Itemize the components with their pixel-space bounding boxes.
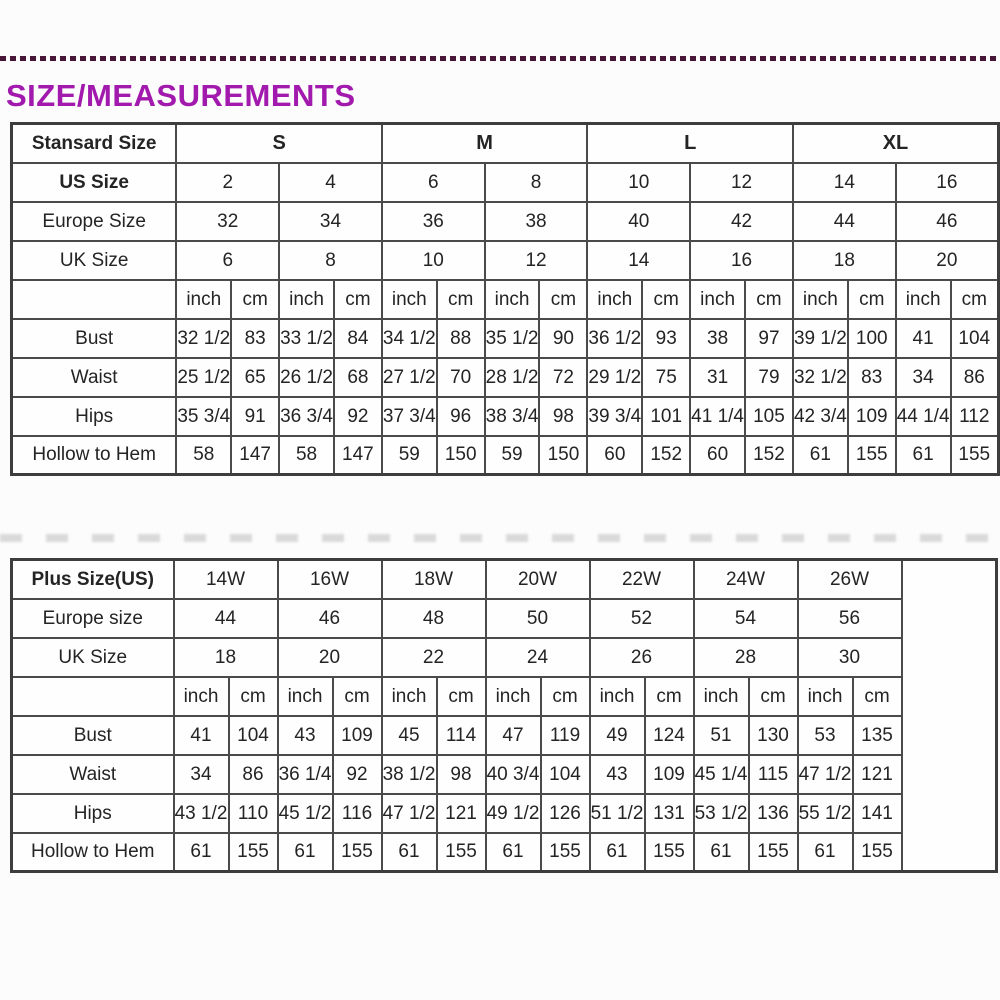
cell: 35 1/2	[485, 319, 540, 358]
cell: 51	[694, 716, 749, 755]
cell: 90	[539, 319, 587, 358]
table1-row-europe-size	[12, 202, 999, 241]
cell: 72	[539, 358, 587, 397]
cell: 44	[174, 599, 278, 638]
row-label: US Size	[12, 163, 177, 202]
cell: cm	[333, 677, 382, 716]
cell: 61	[896, 436, 951, 475]
cell: 61	[798, 833, 853, 872]
cell: 130	[749, 716, 798, 755]
cell: 31	[690, 358, 745, 397]
cell: 43	[278, 716, 333, 755]
cell: inch	[382, 280, 437, 319]
cell: 38	[690, 319, 745, 358]
cell: inch	[896, 280, 951, 319]
cell: 61	[174, 833, 229, 872]
cell: 16W	[278, 560, 382, 599]
row-label: UK Size	[12, 241, 177, 280]
cell: cm	[853, 677, 902, 716]
cell: 41 1/4	[690, 397, 745, 436]
cell: 42	[690, 202, 793, 241]
cell: 152	[745, 436, 793, 475]
cell: 32 1/2	[793, 358, 848, 397]
cell: 104	[541, 755, 590, 794]
cell: 70	[437, 358, 485, 397]
cell: 28	[694, 638, 798, 677]
cell: inch	[587, 280, 642, 319]
cell: 43 1/2	[174, 794, 229, 833]
cell: 49 1/2	[486, 794, 541, 833]
table1-row-standard-size	[12, 124, 999, 163]
cell: 36	[382, 202, 485, 241]
cell: 60	[690, 436, 745, 475]
table2-row-plus-size-us	[12, 560, 997, 599]
cell: 86	[951, 358, 999, 397]
cell: 83	[231, 319, 279, 358]
cell: 54	[694, 599, 798, 638]
cell: 59	[382, 436, 437, 475]
cell: cm	[645, 677, 694, 716]
cell: 38 1/2	[382, 755, 437, 794]
cell: 100	[848, 319, 896, 358]
cell: 26	[590, 638, 694, 677]
cell: 37 3/4	[382, 397, 437, 436]
cell: 30	[798, 638, 902, 677]
cell: inch	[278, 677, 333, 716]
cell: 61	[382, 833, 437, 872]
cell: 88	[437, 319, 485, 358]
row-label: Bust	[12, 716, 174, 755]
cell: cm	[437, 677, 486, 716]
table2-row-bust	[12, 716, 997, 755]
cell: 155	[951, 436, 999, 475]
cell: 34 1/2	[382, 319, 437, 358]
cell: 38	[485, 202, 588, 241]
table2-row-europe-size	[12, 599, 997, 638]
cell: 155	[848, 436, 896, 475]
cell: 45 1/4	[694, 755, 749, 794]
cell: 58	[279, 436, 334, 475]
row-label: Hollow to Hem	[12, 436, 177, 475]
cell: cm	[231, 280, 279, 319]
cell: cm	[541, 677, 590, 716]
cell: inch	[176, 280, 231, 319]
cell: 92	[333, 755, 382, 794]
standard-size-table	[10, 122, 1000, 476]
table2-row-uk-size	[12, 638, 997, 677]
cell: 45 1/2	[278, 794, 333, 833]
cell: 112	[951, 397, 999, 436]
cell: 104	[951, 319, 999, 358]
cell: 83	[848, 358, 896, 397]
cell: 6	[382, 163, 485, 202]
cell: 41	[174, 716, 229, 755]
cell: 105	[745, 397, 793, 436]
cell: inch	[485, 280, 540, 319]
row-label: Hips	[12, 794, 174, 833]
cell: 92	[334, 397, 382, 436]
cell: 20	[278, 638, 382, 677]
table2-row-units	[12, 677, 997, 716]
cell: cm	[745, 280, 793, 319]
cell: 44	[793, 202, 896, 241]
cell: L	[587, 124, 793, 163]
cell: cm	[437, 280, 485, 319]
cell: 86	[229, 755, 278, 794]
cell: 36 1/2	[587, 319, 642, 358]
cell: 61	[793, 436, 848, 475]
cell: 18W	[382, 560, 486, 599]
row-label: Plus Size(US)	[12, 560, 174, 599]
cell: 20W	[486, 560, 590, 599]
cell: inch	[798, 677, 853, 716]
cell: 47 1/2	[382, 794, 437, 833]
cell: 47	[486, 716, 541, 755]
cell: 26 1/2	[279, 358, 334, 397]
cell: 150	[539, 436, 587, 475]
cell: 12	[485, 241, 588, 280]
cell: S	[176, 124, 382, 163]
cell: 91	[231, 397, 279, 436]
cell: 126	[541, 794, 590, 833]
cell: 136	[749, 794, 798, 833]
row-label: Europe size	[12, 599, 174, 638]
cell: 79	[745, 358, 793, 397]
cell: 48	[382, 599, 486, 638]
cell: 121	[853, 755, 902, 794]
cell: 43	[590, 755, 645, 794]
cell: cm	[334, 280, 382, 319]
cell: 25 1/2	[176, 358, 231, 397]
cell: cm	[642, 280, 690, 319]
cell: 114	[437, 716, 486, 755]
cell: 8	[485, 163, 588, 202]
cell: 34	[896, 358, 951, 397]
cell: 97	[745, 319, 793, 358]
cell: 155	[853, 833, 902, 872]
cell: 8	[279, 241, 382, 280]
cell: 60	[587, 436, 642, 475]
cell: 32 1/2	[176, 319, 231, 358]
cell: 155	[229, 833, 278, 872]
cell: inch	[590, 677, 645, 716]
cell: 45	[382, 716, 437, 755]
cell: 147	[231, 436, 279, 475]
cell: 110	[229, 794, 278, 833]
cell: 50	[486, 599, 590, 638]
cell: 6	[176, 241, 279, 280]
cell: 124	[645, 716, 694, 755]
cell: 20	[896, 241, 999, 280]
cell: 53 1/2	[694, 794, 749, 833]
cell: 10	[382, 241, 485, 280]
cell: 34	[279, 202, 382, 241]
table1-row-bust	[12, 319, 999, 358]
cell: inch	[279, 280, 334, 319]
cell: 121	[437, 794, 486, 833]
cell: 61	[694, 833, 749, 872]
cell: 155	[333, 833, 382, 872]
cell: 14	[793, 163, 896, 202]
cell: 96	[437, 397, 485, 436]
cell: cm	[749, 677, 798, 716]
cell: 41	[896, 319, 951, 358]
table1-row-hips	[12, 397, 999, 436]
cell: 35 3/4	[176, 397, 231, 436]
row-label: Stansard Size	[12, 124, 177, 163]
row-label: UK Size	[12, 638, 174, 677]
table1-row-uk-size	[12, 241, 999, 280]
cell: 104	[229, 716, 278, 755]
cell: 52	[590, 599, 694, 638]
cell: 4	[279, 163, 382, 202]
cell: cm	[951, 280, 999, 319]
cell: 155	[437, 833, 486, 872]
cell: 55 1/2	[798, 794, 853, 833]
cell: 2	[176, 163, 279, 202]
cell: 40 3/4	[486, 755, 541, 794]
cell: inch	[793, 280, 848, 319]
cell: 147	[334, 436, 382, 475]
cell: inch	[382, 677, 437, 716]
cell: 42 3/4	[793, 397, 848, 436]
cell: 61	[590, 833, 645, 872]
cell: 135	[853, 716, 902, 755]
cell: 58	[176, 436, 231, 475]
cell: 14	[587, 241, 690, 280]
cell: inch	[694, 677, 749, 716]
cell: 18	[793, 241, 896, 280]
cell: 28 1/2	[485, 358, 540, 397]
cell: 27 1/2	[382, 358, 437, 397]
cell: 14W	[174, 560, 278, 599]
cell: 29 1/2	[587, 358, 642, 397]
cell: 155	[749, 833, 798, 872]
cell: 33 1/2	[279, 319, 334, 358]
cell: 152	[642, 436, 690, 475]
table1-row-waist	[12, 358, 999, 397]
cell: 36 1/4	[278, 755, 333, 794]
table1-row-units	[12, 280, 999, 319]
cell: 39 3/4	[587, 397, 642, 436]
cell: inch	[174, 677, 229, 716]
empty-column	[902, 560, 997, 872]
cell: 10	[587, 163, 690, 202]
row-label: Europe Size	[12, 202, 177, 241]
cell: cm	[539, 280, 587, 319]
cell: 98	[539, 397, 587, 436]
cell: 26W	[798, 560, 902, 599]
cell: 36 3/4	[279, 397, 334, 436]
cell: 59	[485, 436, 540, 475]
cell: 115	[749, 755, 798, 794]
page-title: SIZE/MEASUREMENTS	[6, 78, 356, 113]
cell: 53	[798, 716, 853, 755]
cell: 119	[541, 716, 590, 755]
table1-row-us-size	[12, 163, 999, 202]
cell: 16	[896, 163, 999, 202]
ghost-artifact-line	[0, 534, 1000, 542]
cell: 61	[278, 833, 333, 872]
cell: 56	[798, 599, 902, 638]
cell: 155	[645, 833, 694, 872]
plus-size-table	[10, 558, 998, 873]
cell: 39 1/2	[793, 319, 848, 358]
cell: 150	[437, 436, 485, 475]
table2-row-waist	[12, 755, 997, 794]
cell: 12	[690, 163, 793, 202]
cell: cm	[848, 280, 896, 319]
cell: 16	[690, 241, 793, 280]
cell: 44 1/4	[896, 397, 951, 436]
cell: 34	[174, 755, 229, 794]
cell: 98	[437, 755, 486, 794]
cell: 22	[382, 638, 486, 677]
cell: cm	[229, 677, 278, 716]
cell: M	[382, 124, 588, 163]
row-label	[12, 280, 177, 319]
cell: 65	[231, 358, 279, 397]
cell: inch	[690, 280, 745, 319]
cell: 75	[642, 358, 690, 397]
cell: 18	[174, 638, 278, 677]
cell: 46	[896, 202, 999, 241]
row-label: Hollow to Hem	[12, 833, 174, 872]
cell: 68	[334, 358, 382, 397]
cell: 109	[645, 755, 694, 794]
cell: 51 1/2	[590, 794, 645, 833]
cell: 155	[541, 833, 590, 872]
cell: 49	[590, 716, 645, 755]
cell: 84	[334, 319, 382, 358]
row-label	[12, 677, 174, 716]
cell: 116	[333, 794, 382, 833]
cell: inch	[486, 677, 541, 716]
table1-row-hollow-to-hem	[12, 436, 999, 475]
cell: 47 1/2	[798, 755, 853, 794]
row-label: Hips	[12, 397, 177, 436]
cell: 131	[645, 794, 694, 833]
cell: 38 3/4	[485, 397, 540, 436]
cell: 141	[853, 794, 902, 833]
cell: 40	[587, 202, 690, 241]
row-label: Bust	[12, 319, 177, 358]
cell: 22W	[590, 560, 694, 599]
cell: XL	[793, 124, 999, 163]
cell: 93	[642, 319, 690, 358]
row-label: Waist	[12, 358, 177, 397]
table2-row-hollow-to-hem	[12, 833, 997, 872]
cell: 24W	[694, 560, 798, 599]
dashed-divider	[0, 56, 1000, 61]
row-label: Waist	[12, 755, 174, 794]
cell: 24	[486, 638, 590, 677]
cell: 46	[278, 599, 382, 638]
cell: 32	[176, 202, 279, 241]
cell: 101	[642, 397, 690, 436]
table2-row-hips	[12, 794, 997, 833]
cell: 109	[333, 716, 382, 755]
cell: 61	[486, 833, 541, 872]
cell: 109	[848, 397, 896, 436]
